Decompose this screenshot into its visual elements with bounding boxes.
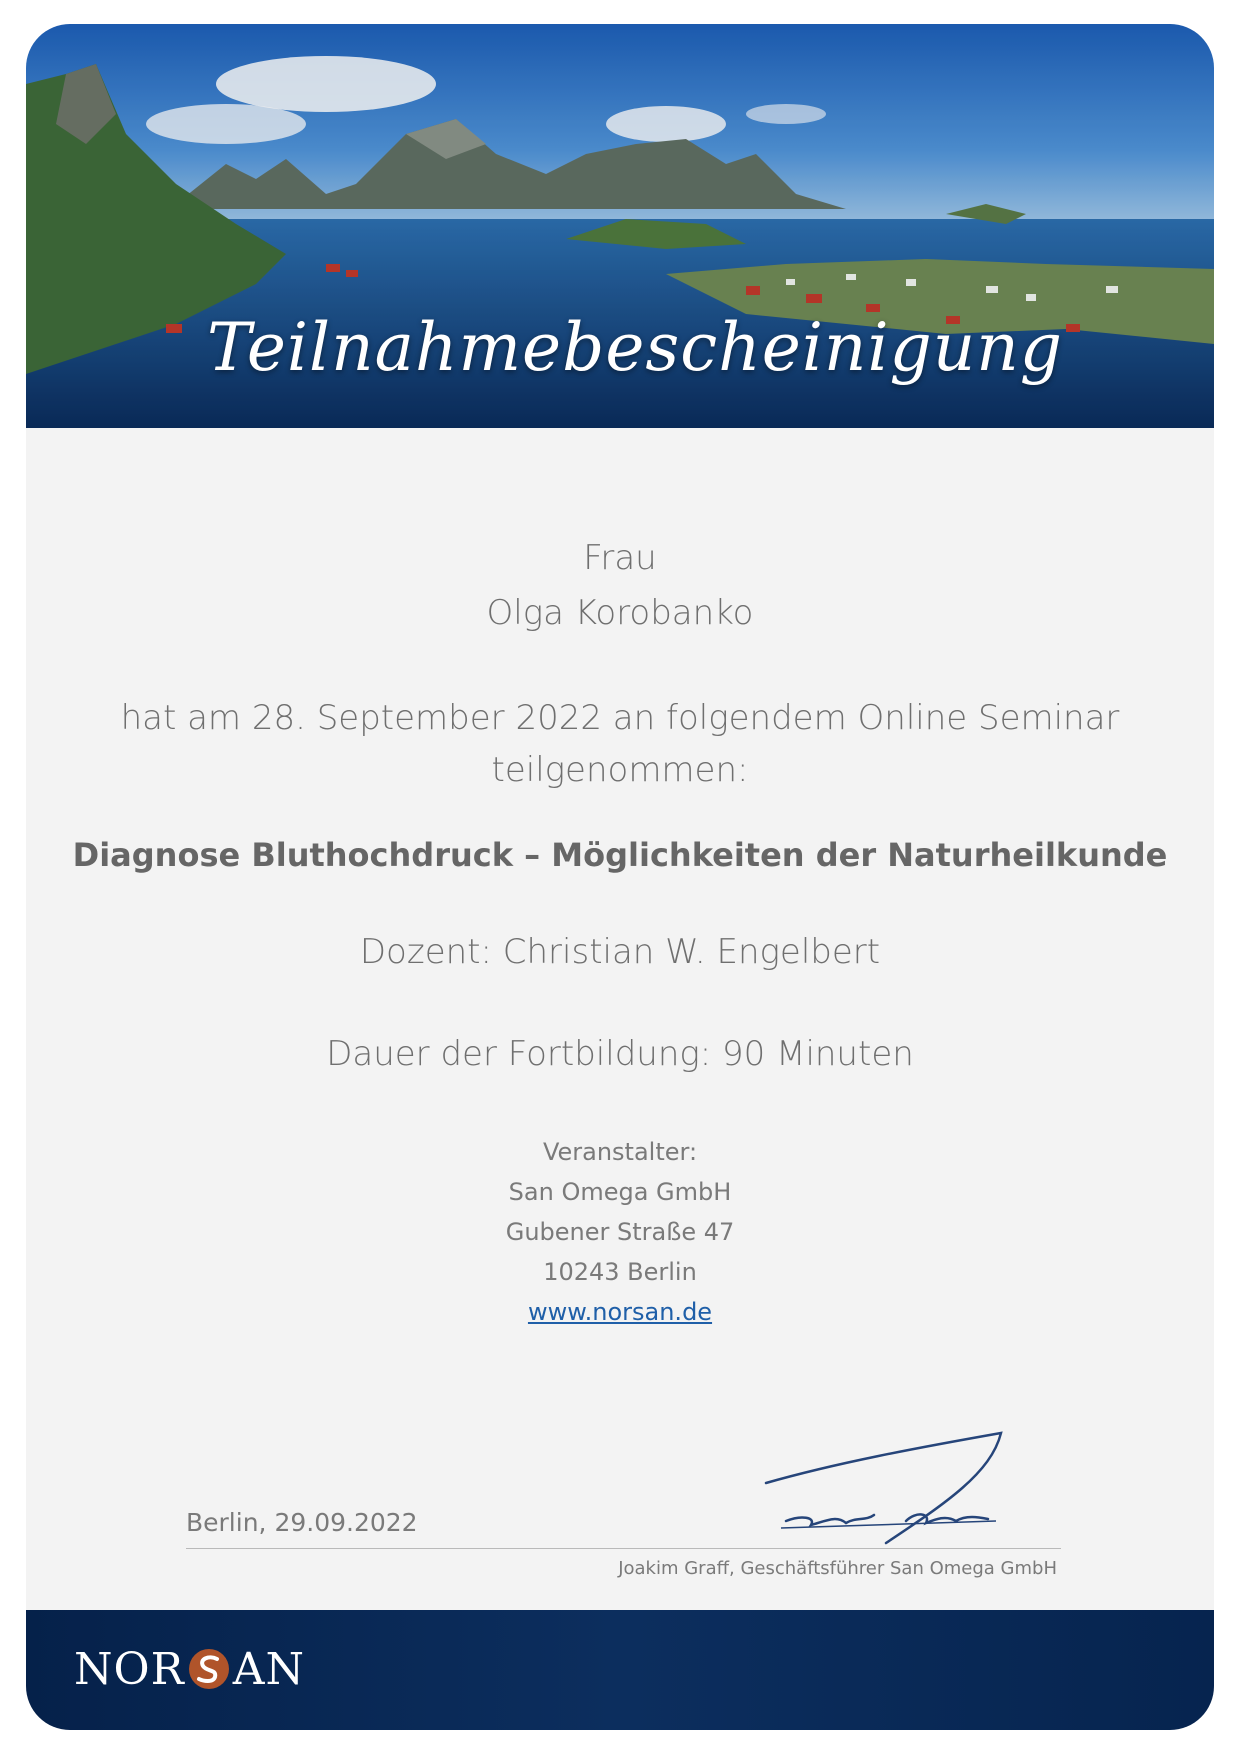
logo-s-icon (187, 1647, 231, 1691)
participant-name: Olga Korobanko (486, 593, 754, 633)
statement-line-1: hat am 28. September 2022 an folgendem Online Seminar (120, 698, 1120, 738)
signer-name: Joakim Graff, Geschäftsführer San Omega GmbH (618, 1558, 1057, 1579)
norsan-logo (74, 1644, 305, 1694)
signature-line (186, 1548, 1061, 1549)
organizer-website-link[interactable]: www.norsan.de (527, 1298, 713, 1326)
certificate (26, 24, 1214, 1730)
logo-text-left: NOR (74, 1643, 185, 1695)
lecturer: Dozent: Christian W. Engelbert (359, 932, 881, 972)
certificate-title: Teilnahmebescheinigung (206, 309, 1064, 386)
logo-text-right: AN (232, 1643, 305, 1695)
header-banner (26, 24, 1214, 428)
signature-image (756, 1403, 1056, 1553)
organizer-label: Veranstalter: (542, 1138, 698, 1166)
place-date: Berlin, 29.09.2022 (186, 1508, 418, 1537)
participant-salutation: Frau (583, 538, 657, 578)
organizer-street: Gubener Straße 47 (505, 1218, 735, 1246)
footer-bar (26, 1610, 1214, 1730)
organizer-city: 10243 Berlin (543, 1258, 697, 1286)
organizer-company: San Omega GmbH (508, 1178, 732, 1206)
statement-line-2: teilgenommen: (491, 750, 749, 790)
seminar-title: Diagnose Bluthochdruck – Möglichkeiten der Naturheilkunde (72, 836, 1168, 874)
certificate-body (26, 428, 1214, 1636)
duration: Dauer der Fortbildung: 90 Minuten (326, 1034, 914, 1074)
